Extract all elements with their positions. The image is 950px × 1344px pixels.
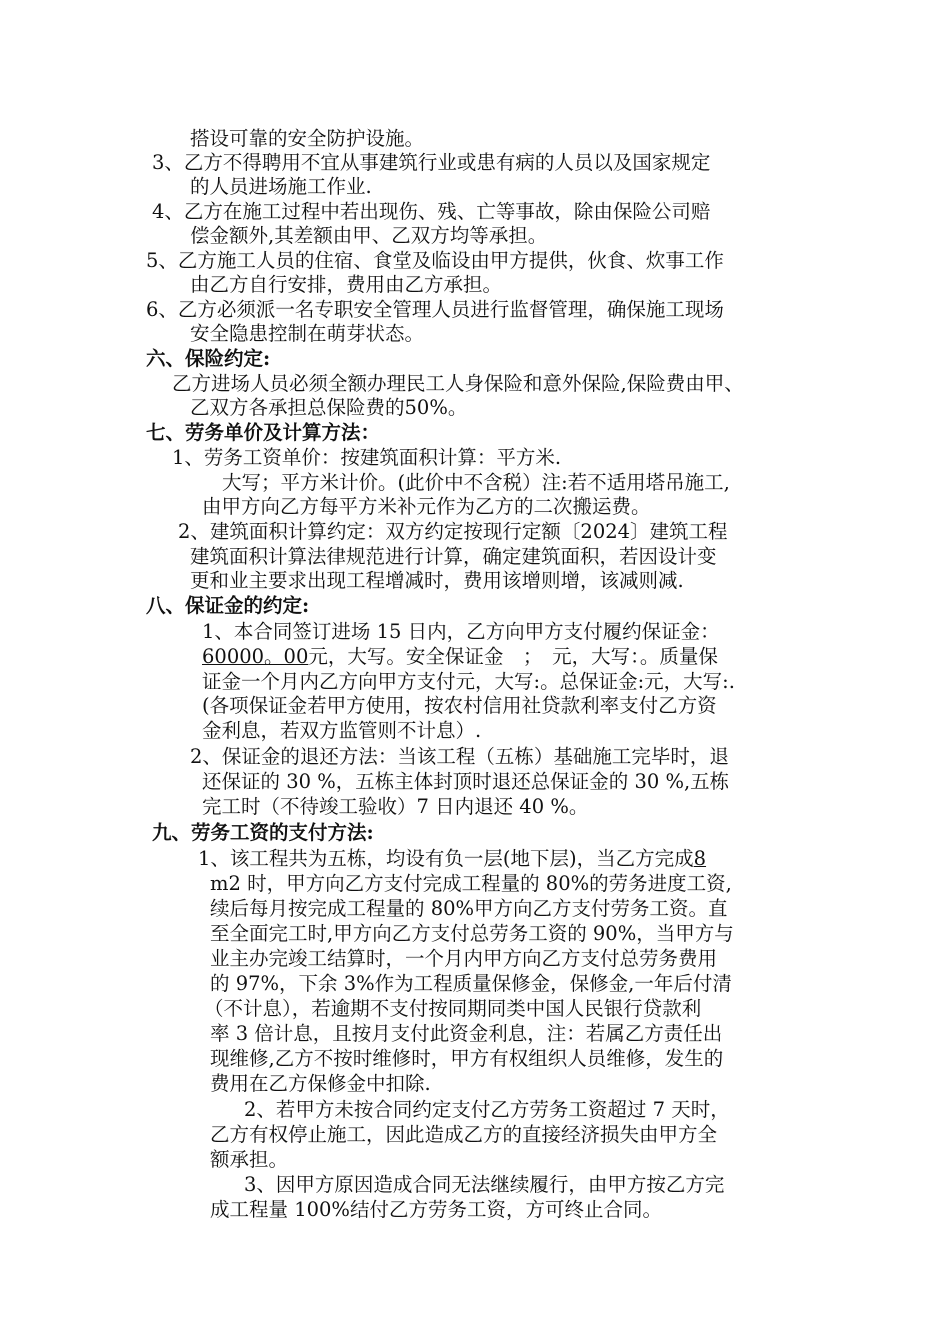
text-line: 的 97%，下余 3%作为工程质量保修金，保修金,一年后付清 — [210, 972, 732, 995]
list-item: 2、保证金的退还方法：当该工程（五栋）基础施工完毕时，退 — [190, 745, 729, 768]
text-line: 偿金额外,其差额由甲、乙双方均等承担。 — [190, 224, 548, 247]
text-line: 率 3 倍计息，且按月支付此资金利息，注：若属乙方责任出 — [210, 1022, 723, 1045]
text-line: 安全隐患控制在萌芽状态。 — [190, 322, 425, 345]
text-line: 的人员进场施工作业. — [190, 175, 372, 198]
section-heading: 六、保险约定: — [146, 347, 271, 370]
list-item: 5、乙方施工人员的住宿、食堂及临设由甲方提供，伙食、炊事工作 — [146, 249, 724, 272]
text-line: 完工时（不待竣工验收）7 日内退还 40 %。 — [202, 795, 589, 818]
text-line: 费用在乙方保修金中扣除. — [210, 1072, 431, 1095]
text-line: 成工程量 100%结付乙方劳务工资，方可终止合同。 — [210, 1198, 662, 1221]
text-line: 业主办完竣工结算时，一个月内甲方向乙方支付总劳务费用 — [210, 947, 718, 970]
text-line: 搭设可靠的安全防护设施。 — [190, 127, 425, 150]
text-line: 证金一个月内乙方向甲方支付元，大写:。总保证金:元，大写:. — [202, 670, 735, 693]
list-item: 3、因甲方原因造成合同无法继续履行，由甲方按乙方完 — [244, 1173, 725, 1196]
text-line: 现维修,乙方不按时维修时，甲方有权组织人员维修，发生的 — [210, 1047, 724, 1070]
text-line: m2 时，甲方向乙方支付完成工程量的 80%的劳务进度工资, — [210, 872, 732, 895]
text-line: 建筑面积计算法律规范进行计算，确定建筑面积，若因设计变 — [190, 545, 717, 568]
text-line: 续后每月按完成工程量的 80%甲方向乙方支付劳务工资。直 — [210, 897, 728, 920]
text-run: 元，大写。安全保证金 ； 元，大写：。质量保 — [308, 645, 718, 668]
text-line: 由甲方向乙方每平方米补元作为乙方的二次搬运费。 — [202, 495, 651, 518]
text-line: 还保证的 30 %，五栋主体封顶时退还总保证金的 30 %,五栋 — [202, 770, 730, 793]
text-line: 更和业主要求出现工程增减时，费用该增则增，该减则减. — [190, 569, 684, 592]
list-item: 2、建筑面积计算约定：双方约定按现行定额〔2024〕建筑工程 — [178, 520, 728, 543]
underlined-amount: 60000。00 — [202, 645, 309, 668]
section-heading: 八、保证金的约定: — [146, 594, 310, 617]
underlined-amount: 8 — [693, 847, 707, 870]
text-run: 1、该工程共为五栋，均设有负一层(地下层)，当乙方完成 — [198, 847, 694, 870]
section-heading: 九、劳务工资的支付方法: — [152, 821, 374, 844]
section-heading: 七、劳务单价及计算方法： — [146, 421, 381, 444]
text-line — [202, 645, 718, 669]
text-line: 至全面完工时,甲方向乙方支付总劳务工资的 90%，当甲方与 — [210, 922, 734, 945]
list-item: 1、劳务工资单价：按建筑面积计算：平方米. — [172, 446, 562, 469]
list-item: 3、乙方不得聘用不宜从事建筑行业或患有病的人员以及国家规定 — [152, 151, 711, 174]
text-line: 额承担。 — [210, 1148, 289, 1171]
text-line: （不计息），若逾期不支付按同期同类中国人民银行贷款利 — [204, 997, 702, 1020]
text-line: 乙双方各承担总保险费的50%。 — [190, 396, 468, 419]
list-item — [198, 847, 706, 871]
list-item: 4、乙方在施工过程中若出现伤、残、亡等事故，除由保险公司赔 — [152, 200, 711, 223]
text-line: (各项保证金若甲方使用，按农村信用社贷款利率支付乙方资 — [202, 694, 717, 717]
list-item: 1、本合同签订进场 15 日内，乙方向甲方支付履约保证金： — [202, 620, 720, 643]
text-line: 由乙方自行安排，费用由乙方承担。 — [190, 273, 503, 296]
text-line: 大写；平方米计价。(此价中不含税）注:若不适用塔吊施工, — [222, 471, 730, 494]
text-line: 金利息，若双方监管则不计息）. — [202, 719, 482, 742]
list-item: 6、乙方必须派一名专职安全管理人员进行监督管理，确保施工现场 — [146, 298, 724, 321]
list-item: 2、若甲方未按合同约定支付乙方劳务工资超过 7 天时， — [244, 1098, 730, 1121]
text-line: 乙方有权停止施工，因此造成乙方的直接经济损失由甲方全 — [210, 1123, 718, 1146]
text-line: 乙方进场人员必须全额办理民工人身保险和意外保险,保险费由甲、 — [172, 372, 744, 395]
